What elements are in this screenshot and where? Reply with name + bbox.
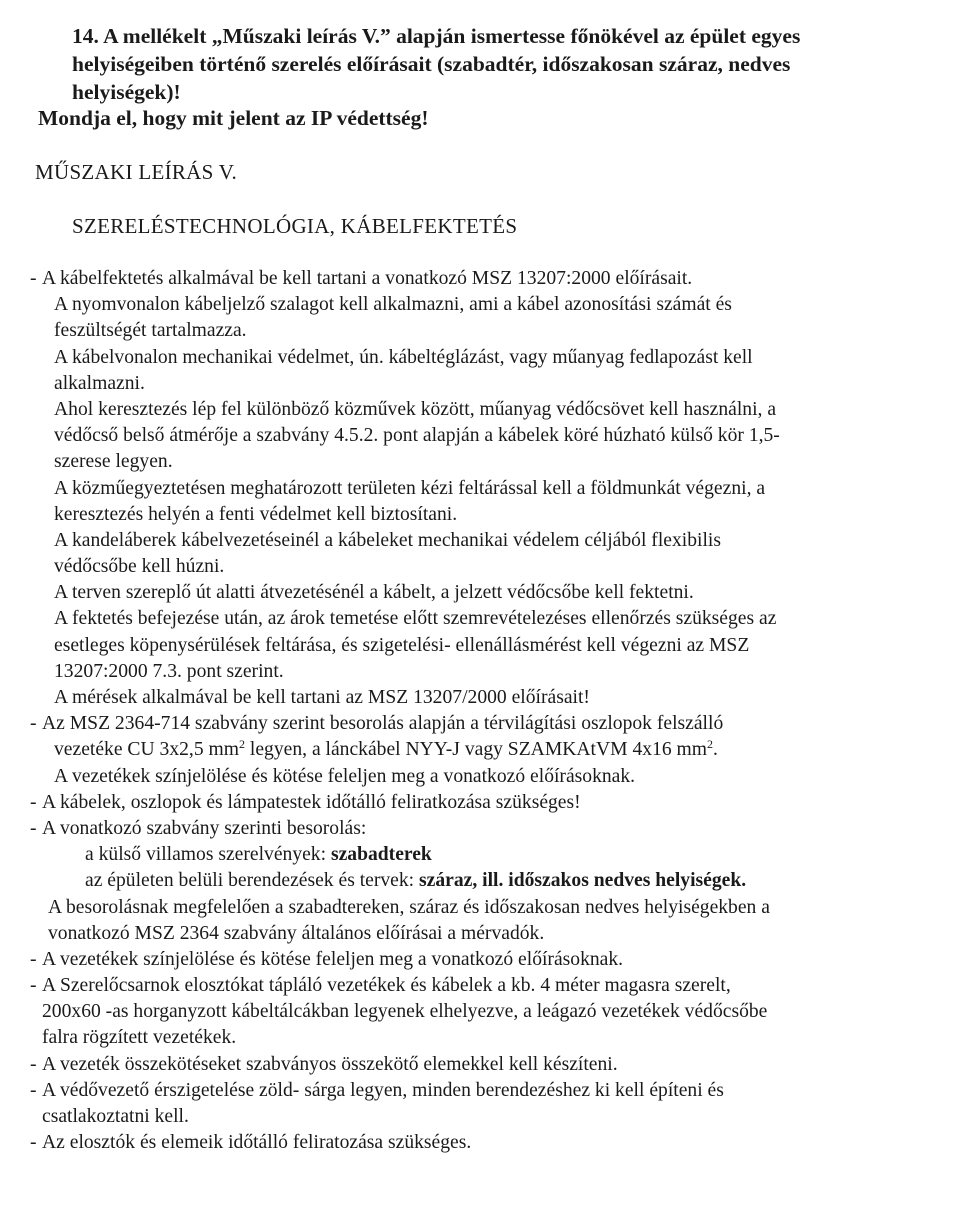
text-span: vezetéke CU 3x2,5 mm: [54, 739, 240, 761]
superscript: 2: [239, 737, 246, 752]
paragraph-line: Ahol keresztezés lép fel különböző közművek között, műanyag védőcsövet kell használni, a: [54, 398, 777, 420]
paragraph-line: Az MSZ 2364-714 szabvány szerint besorolás alapján a térvilágítási oszlopok felszálló: [42, 713, 724, 735]
question-subtitle: Mondja el, hogy mit jelent az IP védettség!: [38, 106, 429, 130]
bullet-dash: -: [30, 791, 37, 813]
paragraph-line: védőcsőbe kell húzni.: [54, 556, 225, 578]
paragraph-line: A nyomvonalon kábeljelző szalagot kell alkalmazni, ami a kábel azonosítási számát és: [54, 294, 732, 316]
paragraph-line: A fektetés befejezése után, az árok temetése előtt szemrevételezéses ellenőrzés szükséges az: [54, 608, 777, 630]
paragraph-line: [30, 737, 935, 763]
bold-text: szabadterek: [330, 844, 432, 866]
bullet-dash: -: [30, 975, 37, 997]
paragraph-line: A vezetékek színjelölése és kötése feleljen meg a vonatkozó előírásoknak.: [42, 948, 624, 970]
list-item: [30, 947, 935, 973]
list-item: [30, 1052, 935, 1078]
paragraph-line: Az elosztók és elemeik időtálló feliratozása szükséges.: [42, 1132, 472, 1154]
text-span: a külső villamos szerelvények:: [85, 844, 331, 866]
paragraph-line: A kábelek, oszlopok és lámpatestek időtálló feliratkozása szükséges!: [42, 791, 581, 813]
paragraph-line: [30, 842, 935, 868]
list-item: [30, 1130, 935, 1156]
superscript: 2: [707, 737, 714, 752]
paragraph-line: védőcső belső átmérője a szabvány 4.5.2. pont alapján a kábelek köré húzható külső kör 1,5-: [54, 425, 780, 447]
paragraph-line: A besorolásnak megfelelően a szabadtereken, száraz és időszakosan nedves helyiségekben a: [48, 896, 770, 918]
paragraph-line: A vezeték összekötéseket szabványos összekötő elemekkel kell készíteni.: [42, 1053, 618, 1075]
paragraph-line: csatlakoztatni kell.: [42, 1106, 189, 1127]
paragraph-line: falra rögzített vezetékek.: [42, 1027, 237, 1049]
bullet-dash: -: [30, 268, 37, 289]
paragraph-line: alkalmazni.: [54, 372, 145, 394]
section-title: SZERELÉSTECHNOLÓGIA, KÁBELFEKTETÉS: [72, 214, 518, 238]
text-span: legyen, a lánckábel NYY-J vagy SZAMKAtVM 4x16 mm: [245, 739, 708, 761]
list-item: [30, 1078, 935, 1104]
document-body: [30, 266, 935, 1156]
text-span: az épületen belüli berendezések és tervek:: [85, 870, 420, 892]
list-item: [30, 816, 935, 842]
bullet-dash: -: [30, 1132, 37, 1154]
bullet-dash: -: [30, 817, 37, 839]
paragraph-line: 13207:2000 7.3. pont szerint.: [54, 660, 284, 682]
paragraph-line: A kábelvonalon mechanikai védelmet, ún. kábeltéglázást, vagy műanyag fedlapozást kell: [54, 346, 753, 368]
paragraph-line: 200x60 -as horganyzott kábeltálcákban legyenek elhelyezve, a leágazó vezetékek védőcsőbe: [42, 1001, 768, 1023]
paragraph-line: [30, 868, 935, 894]
bullet-dash: -: [30, 948, 37, 970]
paragraph-line: A vonatkozó szabvány szerinti besorolás:: [42, 817, 367, 839]
paragraph-line: A terven szereplő út alatti átvezetésénél a kábelt, a jelzett védőcsőbe kell fektetni.: [54, 582, 694, 604]
paragraph-line: keresztezés helyén a fenti védelmet kell biztosítani.: [54, 503, 458, 525]
bullet-dash: -: [30, 1053, 37, 1075]
paragraph-line: A Szerelőcsarnok elosztókat tápláló vezetékek és kábelek a kb. 4 méter magasra szerelt,: [42, 975, 731, 997]
list-item: [30, 711, 935, 737]
question-title: 14. A mellékelt „Műszaki leírás V.” alapján ismertesse főnökével az épület egyes helyiségeiben történő szerelés előírásait (szabadtér, időszakosan száraz, nedves helyiségek)!: [72, 24, 801, 104]
paragraph-line: A kábelfektetés alkalmával be kell tartani a vonatkozó MSZ 13207:2000 előírásait.: [42, 268, 693, 289]
document-title: MŰSZAKI LEÍRÁS V.: [35, 160, 238, 184]
paragraph-line: vonatkozó MSZ 2364 szabvány általános előírásai a mérvadók.: [48, 922, 545, 944]
paragraph-line: esetleges köpenysérülések feltárása, és szigetelési- ellenállásmérést kell végezni az MSZ: [54, 634, 750, 656]
bullet-dash: -: [30, 713, 37, 735]
paragraph-line: A kandeláberek kábelvezetéseinél a kábeleket mechanikai védelem céljából flexibilis: [54, 529, 721, 551]
paragraph-line: A közműegyeztetésen meghatározott területen kézi feltárással kell a földmunkát végezni, a: [54, 477, 766, 499]
bold-text: száraz, ill. időszakos nedves helyiségek.: [419, 870, 747, 892]
paragraph-line: feszültségét tartalmazza.: [54, 320, 247, 342]
list-item: [30, 973, 935, 999]
paragraph-line: A mérések alkalmával be kell tartani az MSZ 13207/2000 előírásait!: [54, 687, 590, 708]
text-span: .: [713, 739, 718, 761]
paragraph-line: A védővezető érszigetelése zöld- sárga legyen, minden berendezéshez ki kell építeni és: [42, 1079, 724, 1101]
list-item: [30, 790, 935, 816]
paragraph-line: A vezetékek színjelölése és kötése feleljen meg a vonatkozó előírásoknak.: [54, 765, 636, 787]
paragraph-line: szerese legyen.: [54, 451, 173, 473]
bullet-dash: -: [30, 1079, 37, 1101]
list-item: [30, 266, 935, 292]
